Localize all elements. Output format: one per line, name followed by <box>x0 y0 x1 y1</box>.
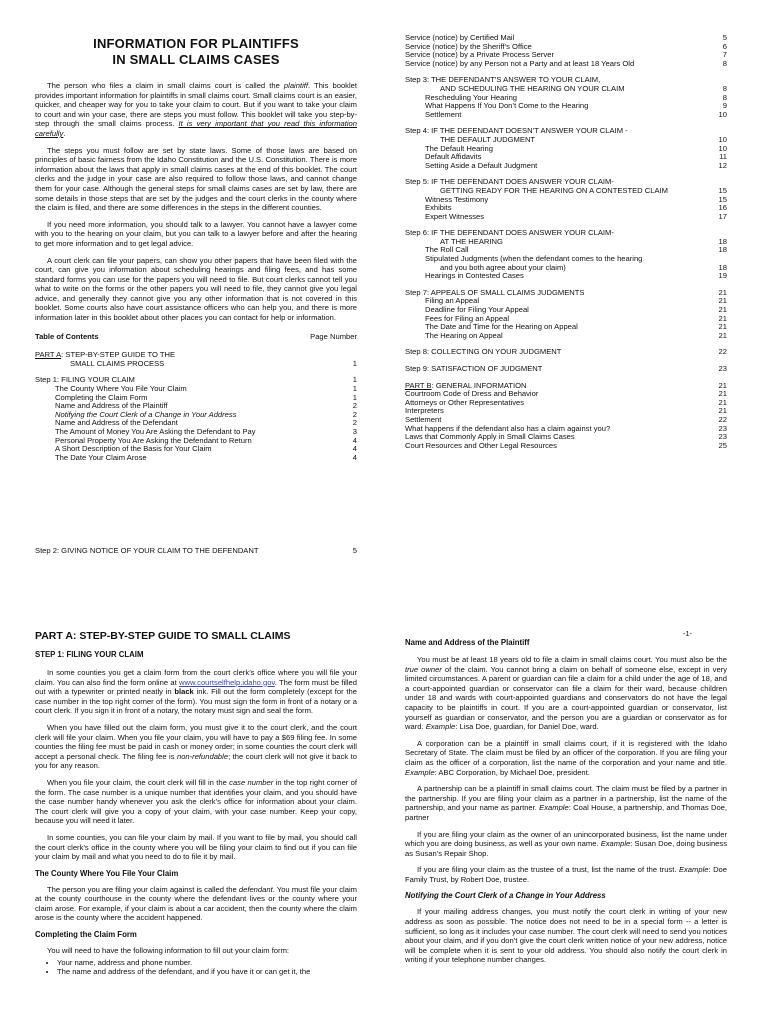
toc-entry-label: Fees for Filing an Appeal <box>425 313 510 323</box>
toc-entry-label: Stipulated Judgments (when the defendant comes to the hearing <box>425 254 643 264</box>
toc-entry-page: 5 <box>722 33 727 42</box>
toc-entry-page: 21 <box>718 305 727 315</box>
intro-paragraph-1: The person who files a claim in small claims court is called the plaintiff. This booklet provides important information for plaintiffs in small claims court. Small claims court is an easier, quicker, and cheaper way for you to take your claim to court. But if you want to take your claim to court and win your case, there are steps you must follow. This booklet will take you step-by-step through the small claims process. It is very important that you read this information carefully. <box>35 81 357 138</box>
toc-entry-label: Setting Aside a Default Judgment <box>425 160 538 170</box>
toc-entry-label: Default Affidavits <box>425 152 482 162</box>
list-item: • Your name, address and phone number. <box>57 958 357 968</box>
toc-entry-page: 1 <box>352 392 357 402</box>
toc-entry-page: 21 <box>718 330 727 340</box>
toc-entry-label: Attorneys or Other Representatives <box>405 397 525 407</box>
plaintiff-paragraph-2: A corporation can be a plaintiff in small claims court, if it is registered with the Idaho Secretary of State. The claim must be filed by an officer of the corporation. If you are filing your claim as the officer of a corporation, list the name of the corporation and your name and title. Example: ABC Corporation, by Michael Doe, president. <box>405 738 727 777</box>
toc-entry-page: 8 <box>722 58 727 68</box>
toc-entry-page: 21 <box>718 406 727 416</box>
page-1-left-column <box>35 0 357 555</box>
part-a-heading: PART A: STEP-BY-STEP GUIDE TO SMALL CLAIMS <box>35 630 291 642</box>
toc-entry-page: 4 <box>352 444 357 454</box>
step-1-heading: STEP 1: FILING YOUR CLAIM <box>35 650 144 659</box>
toc-entry-page: 21 <box>718 322 727 332</box>
toc-entry-label: Courtroom Code of Dress and Behavior <box>405 389 539 399</box>
toc-entry-page: 18 <box>718 262 727 272</box>
toc-entry-label: The Default Hearing <box>425 143 493 153</box>
plaintiff-paragraph-1: You must be at least 18 years old to file a claim in small claims court. You must also be the true owner of the claim. You cannot bring a claim on behalf of someone else, except in very limited circumstances. A parent or guardian can file a claim for a child under the age of 18, and a court-appointed guardian or conservator can file a claim for their ward, because children under 18 and wards with court-appointed guardians and conservators do not have the legal capacity to be plaintiffs in court. If you are a court-appointed guardian or conservator, list yourself as guardian or conservator, and the person you are a guardian or conservator as for ward. Example: Lisa Doe, guardian, for Daniel Doe, ward. <box>405 655 727 732</box>
toc-entry-page: 4 <box>352 452 357 462</box>
toc-entry-page: 17 <box>718 211 727 221</box>
toc-entry-page: 15 <box>718 194 727 204</box>
toc-entry-label: Hearings in Contested Cases <box>425 271 524 281</box>
table-of-contents-right <box>405 34 727 450</box>
toc-entry-label: Step 3: THE DEFENDANT’S ANSWER TO YOUR CLAIM, <box>405 75 601 85</box>
toc-page-number-label: Page Number <box>310 331 357 341</box>
toc-entry-label: Court Resources and Other Legal Resources <box>405 440 557 450</box>
title-line-2: IN SMALL CLAIMS CASES <box>112 52 280 67</box>
toc-entry-label: AT THE HEARING <box>440 236 503 246</box>
toc-entry-page: 7 <box>722 50 727 60</box>
toc-row <box>405 332 727 341</box>
claim-form-heading: Completing the Claim Form <box>35 930 137 940</box>
claim-form-intro: You will need to have the following information to fill out your claim form: <box>47 946 289 956</box>
plaintiff-paragraph-5: If you are filing your claim as the trustee of a trust, list the name of the trust. Example: Doe Family Trust, by Robert Doe, trustee. <box>405 865 727 884</box>
toc-entry-page: 1 <box>352 384 357 394</box>
intro-paragraph-3: If you need more information, you should talk to a lawyer. You cannot have a lawyer come with you to the hearing on your claim, but you can talk to a lawyer before and after the hearing to get more information and to get legal advice. <box>35 219 357 248</box>
intro-paragraph-2: The steps you must follow are set by state laws. Some of those laws are based on principles of basic fairness from the Idaho Constitution and the U.S. Constitution. There is more information about the laws that apply in small claims cases at the end of this booklet. The court clerks and the judge in your case are also required to follow those laws, and cannot change them for your case. Although the general steps for small claims cases are set by law, there are some details in those steps that are set by the judges and the court clerks in the county where the claim is filed, and there are some differences in the steps in the different counties. <box>35 145 357 213</box>
toc-entry-page: 10 <box>718 143 727 153</box>
toc-entry-label: Filing an Appeal <box>425 296 480 306</box>
toc-entry-page: 10 <box>718 134 727 144</box>
toc-row <box>405 442 727 451</box>
toc-entry-page: 21 <box>718 287 727 297</box>
toc-row <box>405 272 727 281</box>
toc-header <box>35 333 357 342</box>
toc-entry-label: Settlement <box>425 109 462 119</box>
toc-row <box>35 454 357 463</box>
toc-entry-page: 23 <box>718 364 727 373</box>
toc-entry-page: 1 <box>352 358 357 368</box>
intro-paragraph-4: A court clerk can file your papers, can show you other papers that have been filed with the court, can give you information about scheduling hearings and filing fees, and has some standard forms you can use for the papers you will need to file. But court clerks cannot tell you what to write on the forms or the other papers you will need to file, they cannot give you legal advice, and generally they cannot give you any other information that is not covered in this booklet. Some courts also have court assistance officers who can help you, and there is more information later in this booklet about other places you can contact for help or information. <box>35 255 357 323</box>
toc-entry-page: 25 <box>718 440 727 450</box>
toc-entry-page: 3 <box>352 427 357 436</box>
toc-entry-label: Deadline for Filing Your Appeal <box>425 305 529 315</box>
page-2-right-column <box>405 638 727 1022</box>
plaintiff-paragraph-4: If you are filing your claim as the owner of an unincorporated business, list the name under which you are doing business, as well as your own name. Example: Susan Doe, doing business as Susan’s Repair Shop. <box>405 829 727 858</box>
toc-entry-label: Exhibits <box>425 203 452 213</box>
page-1-right-column <box>405 34 727 510</box>
toc-entry-label: Name and Address of the Plaintiff <box>55 401 168 411</box>
toc-entry-page: 9 <box>722 101 727 111</box>
toc-entry-label: Completing the Claim Form <box>55 392 148 402</box>
toc-entry-page: 15 <box>718 185 727 195</box>
toc-entry-page: 22 <box>718 347 727 357</box>
title-line-1: INFORMATION FOR PLAINTIFFS <box>93 36 299 51</box>
toc-entry-page: 23 <box>718 423 727 433</box>
notify-heading: Notifying the Court Clerk of a Change in Your Address <box>405 891 606 901</box>
toc-entry-page: 6 <box>722 41 727 51</box>
toc-entry-page: 19 <box>718 271 727 281</box>
county-heading: The County Where You File Your Claim <box>35 868 179 878</box>
claim-form-list <box>35 958 357 977</box>
plaintiff-heading: Name and Address of the Plaintiff <box>405 638 530 647</box>
toc-row <box>405 365 727 374</box>
step-1-paragraph-2: When you have filled out the claim form, you must give it to the court clerk, and the court clerk will file your claim. When you file your claim, you will have to pay a $69 filing fee. In some counties the filing fee must be paid in cash or money order; in some counties the court clerk will accept a personal check. The filing fee is non-refundable; the court clerk will not give it back to you for any reason. <box>35 722 357 771</box>
plaintiff-paragraph-3: A partnership can be a plaintiff in small claims court. The claim must be filed by a partner in the partnership. If you are filing your claim as a partner in a partnership, list the name of the partnership, and your name as partner. Example: Coal House, a partnership, and Thomas Doe, partner <box>405 784 727 822</box>
toc-row <box>405 213 727 222</box>
page-number: -1- <box>683 629 693 638</box>
toc-entry-label: Service (notice) by the Sheriff’s Office <box>405 41 532 51</box>
toc-entry-page: 21 <box>718 313 727 323</box>
page-2-left-column <box>35 630 357 1022</box>
toc-step-2: Step 2: GIVING NOTICE OF YOUR CLAIM TO THE DEFENDANT 5 <box>35 546 357 555</box>
toc-entry-page: 21 <box>718 397 727 407</box>
toc-row <box>35 360 357 369</box>
toc-entry-label: What Happens If You Don’t Come to the Hearing <box>425 101 589 111</box>
toc-entry-page: 21 <box>718 380 727 390</box>
toc-row <box>405 60 727 69</box>
toc-entry-page: 8 <box>722 92 727 102</box>
toc-entry-label: Witness Testimony <box>425 194 489 204</box>
table-of-contents-left <box>35 351 357 462</box>
county-paragraph: The person you are filing your claim against is called the defendant. You must file your claim at the county courthouse in the county where the defendant lives or the county where your claim arose. For example, if your claim is about a car accident, then the county where the claim arose is the county where the accident happened. <box>35 884 357 923</box>
step-1-paragraph-4: In some counties, you can file your claim by mail. If you want to file by mail, you should call the court clerk’s office in the county where you will be filing your claim to find out if you can file your claim by mail and what you need to do to file it by mail. <box>35 832 357 862</box>
toc-entry-label: SMALL CLAIMS PROCESS <box>70 358 165 368</box>
toc-entry-label: Step 1: FILING YOUR CLAIM <box>35 375 135 385</box>
toc-entry-label: The Amount of Money You Are Asking the Defendant to Pay <box>55 427 256 436</box>
page-2 <box>0 512 768 1022</box>
toc-entry-page: 21 <box>718 296 727 306</box>
toc-row <box>405 407 727 416</box>
toc-row <box>405 399 727 408</box>
toc-entry-page: 21 <box>718 389 727 399</box>
toc-entry-page: 10 <box>718 109 727 119</box>
toc-entry-label: Service (notice) by a Private Process Server <box>405 50 554 60</box>
toc-entry-page: 1 <box>352 375 357 385</box>
toc-entry-label: AND SCHEDULING THE HEARING ON YOUR CLAIM <box>440 83 625 93</box>
toc-entry-page: 2 <box>352 418 357 428</box>
toc-entry-label: Name and Address of the Defendant <box>55 418 178 428</box>
toc-entry-label: Step 6: IF THE DEFENDANT DOES ANSWER YOUR CLAIM- <box>405 228 614 238</box>
toc-entry-page: 8 <box>722 83 727 93</box>
toc-entry-page: 18 <box>718 236 727 246</box>
toc-entry-page: 2 <box>352 409 357 419</box>
toc-entry-label: The Date Your Claim Arose <box>55 452 147 462</box>
toc-entry-label: The Roll Call <box>425 245 469 255</box>
toc-entry-label: The Date and Time for the Hearing on Appeal <box>425 322 578 332</box>
toc-entry-label: PART B: GENERAL INFORMATION <box>405 380 527 390</box>
toc-row <box>405 196 727 205</box>
toc-entry-page: 12 <box>718 160 727 170</box>
toc-entry-label: Step 8: COLLECTING ON YOUR JUDGMENT <box>405 347 562 357</box>
courtselfhelp-link[interactable]: www.courtselfhelp.idaho.gov <box>179 677 275 687</box>
step-1-paragraph-3: When you file your claim, the court clerk will fill in the case number in the top right corner of the form. The case number is a unique number that identifies your claim, and you should have the case number handy whenever you ask the clerk’s office for information about your claim. The court clerk will give you a copy of your claim, with your case number. Keep your copy, because you will need it later. <box>35 777 357 826</box>
toc-entry-page: 2 <box>352 401 357 411</box>
toc-entry-page: 22 <box>718 414 727 424</box>
toc-entry-label: PART A: STEP-BY-STEP GUIDE TO THE <box>35 350 176 360</box>
toc-entry-label: Service (notice) by any Person not a Party and at least 18 Years Old <box>405 58 635 68</box>
toc-entry-label: Step 5: IF THE DEFENDANT DOES ANSWER YOUR CLAIM- <box>405 177 614 187</box>
toc-entry-label: The County Where You File Your Claim <box>55 384 187 394</box>
notify-paragraph: If your mailing address changes, you must notify the court clerk in writing of your new address as soon as possible. The notice does not need to be in a special form -- a letter is sufficient, so long as it includes your case number. The court clerk will need to send you notices about your claim, and if you don’t give the court clerk written notice of your new address, notice will be complete when it is sent to your old address. You should also notify the court clerk in writing if your telephone number changes. <box>405 907 727 965</box>
toc-label: Table of Contents <box>35 331 99 341</box>
toc-entry-page: 23 <box>718 432 727 442</box>
toc-entry-label: Notifying the Court Clerk of a Change in Your Address <box>55 409 237 419</box>
toc-entry-label: and you both agree about your claim) <box>440 262 566 272</box>
toc-entry-label: Step 7: APPEALS OF SMALL CLAIMS JUDGMENTS <box>405 287 585 297</box>
toc-entry-page: 4 <box>352 435 357 445</box>
toc-entry-label: The Hearing on Appeal <box>425 330 503 340</box>
toc-entry-label: Service (notice) by Certified Mail <box>405 33 515 42</box>
toc-entry-label: Rescheduling Your Hearing <box>425 92 518 102</box>
toc-entry-label: Settlement <box>405 414 442 424</box>
step-1-paragraph-1: In some counties you get a claim form from the court clerk’s office where you will file your claim. You can also find the form online at www.courtselfhelp.idaho.gov. The form must be filled out with a typewriter or printed neatly in black ink. Fill out the form completely (except for the case number in the top right corner of the form). You must sign the form in front of a notary or a court clerk. If you sign it in front of a notary, the notary must sign and seal the form. <box>35 668 357 716</box>
toc-entry-label: Laws that Commonly Apply in Small Claims Cases <box>405 432 575 442</box>
list-item: • The name and address of the defendant, and if you have it or can get it, the <box>57 967 357 977</box>
toc-row <box>405 162 727 171</box>
toc-entry-label: Expert Witnesses <box>425 211 485 221</box>
toc-entry-label: THE DEFAULT JUDGMENT <box>440 134 536 144</box>
toc-entry-label: Interpreters <box>405 406 444 416</box>
toc-entry-label: What happens if the defendant also has a claim against you? <box>405 423 611 433</box>
toc-row <box>405 348 727 357</box>
toc-entry-page: 18 <box>718 245 727 255</box>
toc-row <box>405 111 727 120</box>
toc-entry-page: 16 <box>718 203 727 213</box>
toc-entry-page: 11 <box>719 152 727 162</box>
toc-entry-label: GETTING READY FOR THE HEARING ON A CONTESTED CLAIM <box>440 185 668 195</box>
toc-entry-label: A Short Description of the Basis for Your Claim <box>55 444 212 454</box>
toc-entry-label: Step 9: SATISFACTION OF JUDGMENT <box>405 364 543 373</box>
toc-entry-label: Personal Property You Are Asking the Defendant to Return <box>55 435 252 445</box>
toc-entry-label: Step 4: IF THE DEFENDANT DOESN’T ANSWER YOUR CLAIM - <box>405 126 628 136</box>
